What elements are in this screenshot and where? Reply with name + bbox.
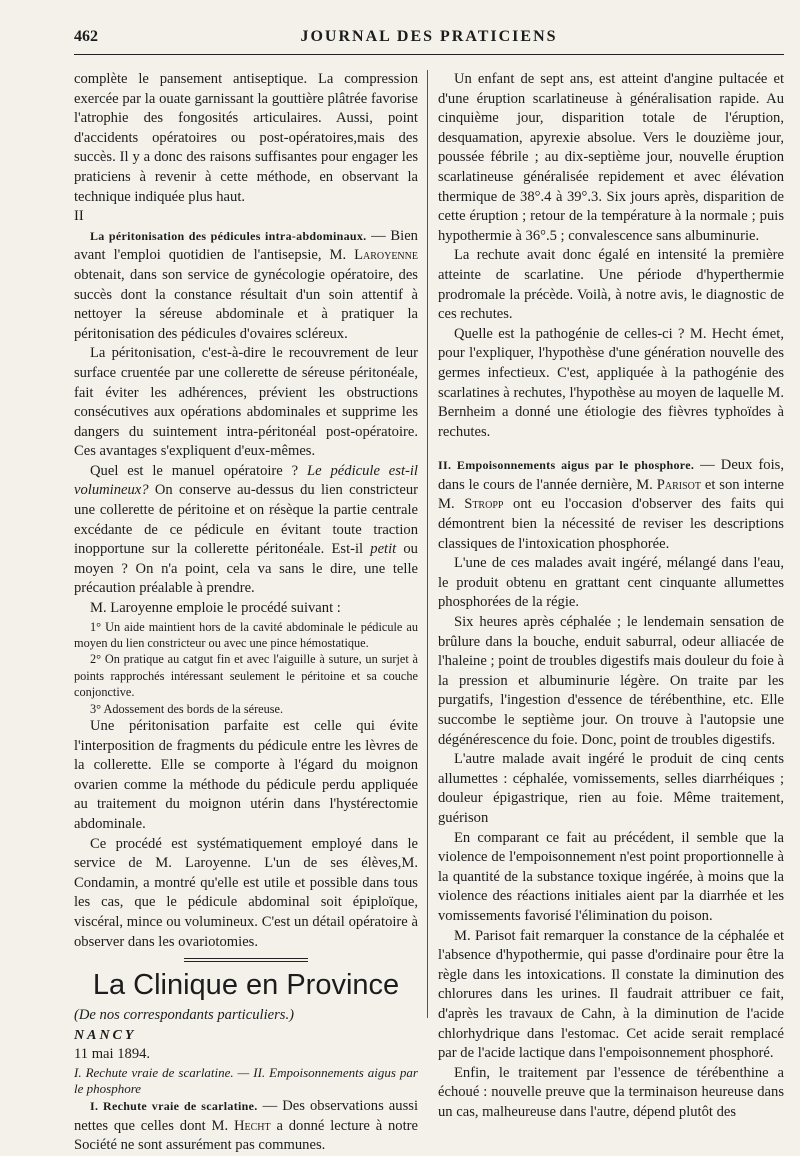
paragraph: L'autre malade avait ingéré le produit de cinq cents allumettes : céphalée, vomissements, selles diarrhéiques ; douleur épigastrique, rien au foie. Même traitement, guérison <box>438 751 784 826</box>
paragraph: I. Rechute vraie de scarlatine. — Des observations aussi nettes que celles dont M. Hecht a donné lecture à notre Société ne sont assurément pas communes. <box>74 1097 418 1154</box>
paragraph: Un enfant de sept ans, est atteint d'angine pultacée et d'une éruption scarlatineuse à généralisation rapide. Au cinquième jour, disparition totale de l'éruption, desquamation, apyrexie absolue. Vers le douzième jour, poussée fébrile ; au dix-septième jour, nouvelle éruption scarlatineuse généralisée repidement et avec élévation thermique de 38°.4 à 39°.3. Six jours après, disparition de cette éruption ; retour de la température à la normale ; puis hypothermie à 36°.5 ; convalescence sans albuminurie. <box>438 71 784 244</box>
section-heading: La Clinique en Province <box>92 969 400 1002</box>
author-name: Parisot <box>656 476 701 493</box>
right-column <box>438 70 784 1122</box>
journal-title: JOURNAL DES PRATICIENS <box>300 28 558 45</box>
paragraph: En comparant ce fait au précédent, il semble que la violence de l'empoisonnement n'est point proportionnelle à la quantité de la substance toxique ingérée, à moins que la violence des réactions initiales aient par la diarrhée et les vomissements favorisé l'élimination du poison. <box>438 829 784 924</box>
section-subtitle: La péritonisation des pédicules intra-abdominaux. <box>90 228 367 243</box>
paragraph: complète le pansement antiseptique. La compression exercée par la ouate garnissant la gouttière plâtrée favorise l'atrophie des fongosités articulaires. Aussi, point d'accidents opératoires ou post-opératoires,mais des succès. Il y a donc des raisons suffisantes pour engager les praticiens à revenir à cette méthode, en observant la technique indiquée plus haut. <box>74 71 418 205</box>
procedure-step: 1° Un aide maintient hors de la cavité abdominale le pédicule au moyen du lien constricteur ou avec une pince hémostatique. <box>74 619 418 651</box>
column-divider <box>427 70 428 1018</box>
paragraph: La péritonisation, c'est-à-dire le recouvrement de leur surface cruentée par une collerette de séreuse péritonéale, fait éviter les adhérences, prévient les obstructions consécutives aux opérations abdominales et supprime les dangers du suintement intra-péritonéal post-opératoire. Ces avantages s'expliquent d'eux-mêmes. <box>74 345 418 460</box>
paragraph: Une péritonisation parfaite est celle qui évite l'interposition de fragments du pédicule entre les lèvres de la collerette. Elle se comporte à l'égard du moignon ovarien comme la méthode du pédicule perdu appliquée au traitement du moignon utérin dans l'hystérectomie abdominale. <box>74 718 418 833</box>
paragraph: M. Parisot fait remarquer la constance de la céphalée et l'absence d'hypothermie, qui passe d'ordinaire pour être la règle dans les intoxications. Il constate la diminution des chlorures dans les urines. Il faudrait attribuer ce fait, d'après les travaux de Cahn, à la diminution de l'acide chlorhydrique dans l'estomac. Cet acide serait remplacé par de l'acide lactique dans l'empoisonnement phosphoré. <box>438 927 784 1062</box>
paragraph: II. Empoisonnements aigus par le phosphore. — Deux fois, dans le cours de l'année dernière, M. Parisot et son interne M. Stropp ont eu l'occasion d'observer des faits qui démontrent bien la nécessité de reviser les descriptions classiques de l'intoxication phosphorée. <box>438 457 784 552</box>
paragraph: Quelle est la pathogénie de celles-ci ? M. Hecht émet, pour l'expliquer, l'hypothèse d'une génération nouvelle des germes infectieux. C'est, appliquée à la pathogénie des scarlatines à rechutes, l'hypothèse au moyen de laquelle M. Bernheim a donné une étiologie des fièvres typhoïdes à rechutes. <box>438 325 784 440</box>
procedure-step: 3° Adossement des bords de la séreuse. <box>90 701 284 716</box>
page-number: 462 <box>74 28 98 45</box>
section-subtitle: I. Rechute vraie de scarlatine. <box>90 1098 258 1113</box>
paragraph: M. Laroyenne emploie le procédé suivant : <box>90 600 341 617</box>
paragraph: Enfin, le traitement par l'essence de térébenthine a échoué : nouvelle preuve que la terminaison heureuse dans un cas, malheureuse dans l'autre, dépend plutôt des <box>438 1064 784 1120</box>
dateline: 11 mai 1894. <box>74 1046 151 1063</box>
city-heading: NANCY <box>74 1027 137 1043</box>
header-rule <box>74 54 784 55</box>
author-name: Hecht <box>233 1117 271 1134</box>
paragraph: Quel est le manuel opératoire ? Le pédicule est-il volumineux? On conserve au-dessus du lien constricteur une collerette de péritoine et on résèque la partie centrale excédante de ce pédicule en évitant toute traction inopportune sur la collerette péritonéale. Est-il petit ou moyen ? On n'a point, cela va sans le dire, une telle précaution préalable à prendre. <box>74 462 418 597</box>
procedure-step: 2° On pratique au catgut fin et avec l'aiguille à suture, un surjet à points rapprochés intéressant seulement le péritoine et sa couche conjonctive. <box>74 652 418 700</box>
section-divider <box>184 958 308 962</box>
paragraph: L'une de ces malades avait ingéré, mélangé dans l'eau, le produit obtenu en grattant cent cinquante allumettes phosphorées de la régie. <box>438 555 784 611</box>
paragraph: La péritonisation des pédicules intra-abdominaux. — Bien avant l'emploi quotidien de l'antisepsie, M. Laroyenne obtenait, dans son service de gynécologie opératoire, des succès dont la constance résultait d'un soin attentif à nettoyer la séreuse abdominale et à pratiquer la péritonisation des pédicules d'ovaires scléreux. <box>74 227 418 342</box>
page-header <box>74 28 784 50</box>
author-name: Laroyenne <box>354 247 418 264</box>
author-name: Stropp <box>464 496 504 513</box>
contents-summary: I. Rechute vraie de scarlatine. — II. Empoisonnements aigus par le phosphore <box>74 1064 418 1096</box>
paragraph: La rechute avait donc égalé en intensité la première atteinte de scarlatine. Une période d'hyperthermie prodromale la précède. Voilà, à notre avis, le diagnostic de ces rechutes. <box>438 247 784 323</box>
paragraph: Ce procédé est systématiquement employé dans le service de M. Laroyenne. L'un de ses élèves,M. Condamin, a montré qu'elle est utile et possible dans tous les cas, que le pédicule abdominal soit épiploïque, viscéral, mince ou volumineux. C'est un détail opératoire à observer dans les ovariotomies. <box>74 835 418 950</box>
paragraph: Six heures après céphalée ; le lendemain sensation de brûlure dans la bouche, enduit saburral, odeur alliacée de l'haleine ; point de troubles digestifs mais douleur du foie à la pression et albuminurie légère. On traite par les purgatifs, l'ingestion d'essence de térébenthine, etc. Elle succombe le septième jour. On trouve à l'autopsie une dégénérescence du foie. Donc, point de troubles digestifs. <box>438 614 784 748</box>
section-subtitle: II. Empoisonnements aigus par le phosphore. <box>438 458 695 473</box>
section-number: II <box>74 208 84 225</box>
left-column <box>74 70 418 1156</box>
correspondents-note: (De nos correspondants particuliers.) <box>74 1007 294 1024</box>
